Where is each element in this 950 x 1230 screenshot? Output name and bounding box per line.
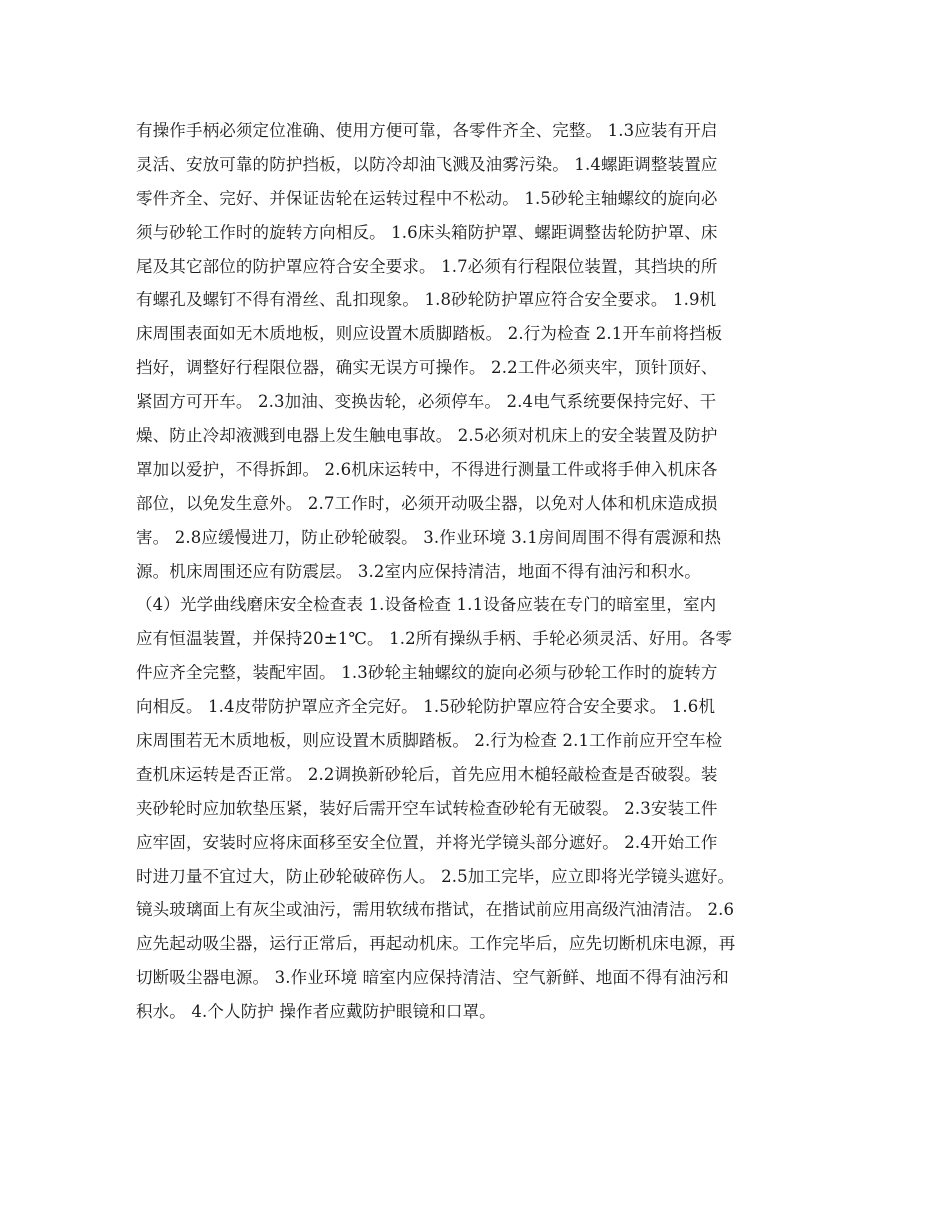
text-line: 挡好，调整好行程限位器，确实无误方可操作。 2.2工件必须夹牢，顶针顶好、 (136, 358, 718, 378)
text-line: 查机床运转是否正常。 2.2调换新砂轮后，首先应用木槌轻敲检查是否破裂。装 (136, 764, 718, 784)
section-heading-line: （4）光学曲线磨床安全检查表 1.设备检查 1.1设备应装在专门的暗室里，室内 (136, 595, 717, 615)
text-line: 镜头玻璃面上有灰尘或油污，需用软绒布揩试，在揩试前应用高级汽油清洁。 2.6 (136, 900, 735, 920)
text-line: 切断吸尘器电源。 3.作业环境 暗室内应保持清洁、空气新鲜、地面不得有油污和 (136, 968, 729, 988)
text-line: 床周围表面如无木质地板，则应设置木质脚踏板。 2.行为检查 2.1开车前将挡板 (136, 324, 723, 344)
text-line: 向相反。 1.4皮带防护罩应齐全完好。 1.5砂轮防护罩应符合安全要求。 1.6机 (136, 697, 716, 717)
body-text (136, 114, 826, 1029)
text-line: 源。机床周围还应有防震层。 3.2室内应保持清洁，地面不得有油污和积水。 (136, 561, 701, 581)
text-line: 床周围若无木质地板，则应设置木质脚踏板。 2.行为检查 2.1工作前应开空车检 (136, 731, 723, 751)
text-line: 零件齐全、完好、并保证齿轮在运转过程中不松动。 1.5砂轮主轴螺纹的旋向必 (136, 188, 718, 208)
text-line: 紧固方可开车。 2.3加油、变换齿轮，必须停车。 2.4电气系统要保持完好、干 (136, 392, 717, 412)
text-line: 罩加以爱护，不得拆卸。 2.6机床运转中，不得进行测量工件或将手伸入机床各 (136, 459, 718, 479)
text-line: 须与砂轮工作时的旋转方向相反。 1.6床头箱防护罩、螺距调整齿轮防护罩、床 (136, 222, 718, 242)
text-line: 害。 2.8应缓慢进刀，防止砂轮破裂。 3.作业环境 3.1房间周围不得有震源和热 (136, 527, 722, 547)
text-line: 灵活、安放可靠的防护挡板，以防冷却油飞溅及油雾污染。 1.4螺距调整装置应 (136, 154, 718, 174)
text-line: 应牢固，安装时应将床面移至安全位置，并将光学镜头部分遮好。 2.4开始工作 (136, 832, 718, 852)
text-line: 有操作手柄必须定位准确、使用方便可靠，各零件齐全、完整。 1.3应装有开启 (136, 121, 718, 140)
text-line: 夹砂轮时应加软垫压紧，装好后需开空车试转检查砂轮有无破裂。 2.3安装工件 (136, 798, 718, 818)
text-line: 时进刀量不宜过大，防止砂轮破碎伤人。 2.5加工完毕，应立即将光学镜头遮好。 (136, 866, 735, 886)
text-line: 件应齐全完整，装配牢固。 1.3砂轮主轴螺纹的旋向必须与砂轮工作时的旋转方 (136, 663, 718, 683)
text-line: 应有恒温装置，并保持20±1℃。 1.2所有操纵手柄、手轮必须灵活、好用。各零 (136, 629, 733, 649)
text-line: 部位，以免发生意外。 2.7工作时，必须开动吸尘器，以免对人体和机床造成损 (136, 493, 718, 513)
text-line: 积水。 4.个人防护 操作者应戴防护眼镜和口罩。 (136, 1002, 496, 1022)
text-line: 尾及其它部位的防护罩应符合安全要求。 1.7必须有行程限位装置，其挡块的所 (136, 256, 718, 276)
text-line: 燥、防止冷却液溅到电器上发生触电事故。 2.5必须对机床上的安全装置及防护 (136, 426, 718, 446)
text-line: 有螺孔及螺钉不得有滑丝、乱扣现象。 1.8砂轮防护罩应符合安全要求。 1.9机 (136, 290, 717, 310)
text-line: 应先起动吸尘器，运行正常后，再起动机床。工作完毕后，应先切断机床电源，再 (136, 934, 736, 954)
